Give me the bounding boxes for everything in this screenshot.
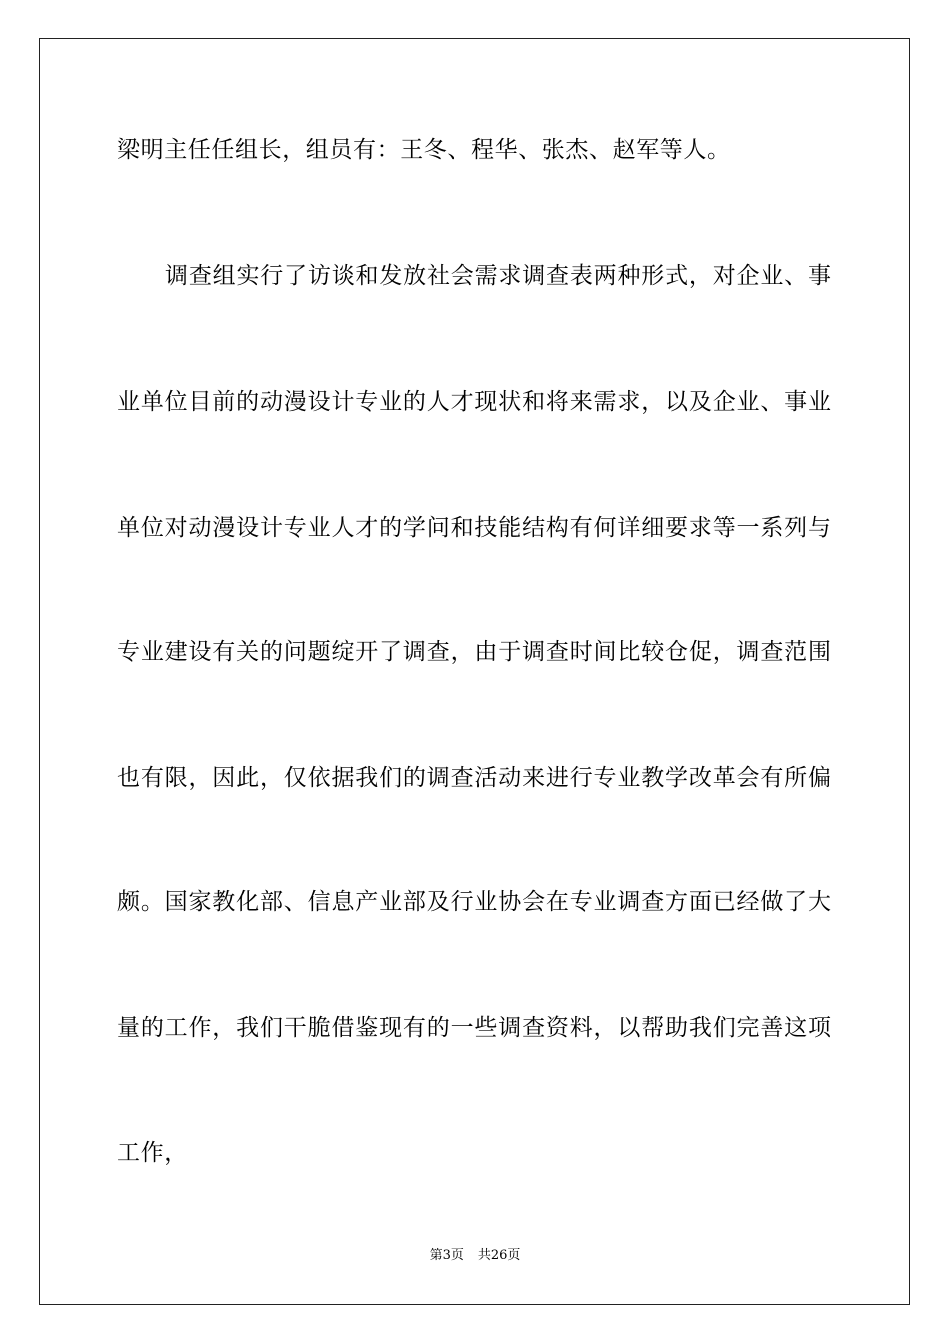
text-line-8: 量的工作，我们干脆借鉴现有的一些调查资料，以帮助我们完善这项 <box>117 1015 831 1041</box>
text-line-4: 单位对动漫设计专业人才的学问和技能结构有何详细要求等一系列与 <box>117 515 831 541</box>
text-line-3: 业单位目前的动漫设计专业的人才现状和将来需求，以及企业、事业 <box>117 389 831 415</box>
text-line-5: 专业建设有关的问题绽开了调查，由于调查时间比较仓促，调查范围 <box>117 639 831 665</box>
text-line-7: 颇。国家教化部、信息产业部及行业协会在专业调查方面已经做了大 <box>117 889 831 915</box>
page-number: 第3页 <box>429 1248 464 1263</box>
page-border <box>39 38 910 1305</box>
page-total: 共26页 <box>477 1248 521 1263</box>
page-footer <box>0 1247 950 1265</box>
text-line-2: 调查组实行了访谈和发放社会需求调查表两种形式，对企业、事 <box>165 263 831 289</box>
text-line-6: 也有限，因此，仅依据我们的调查活动来进行专业教学改革会有所偏 <box>117 765 831 791</box>
text-line-9: 工作， <box>117 1140 188 1166</box>
text-line-1: 梁明主任任组长，组员有：王冬、程华、张杰、赵军等人。 <box>117 137 731 163</box>
